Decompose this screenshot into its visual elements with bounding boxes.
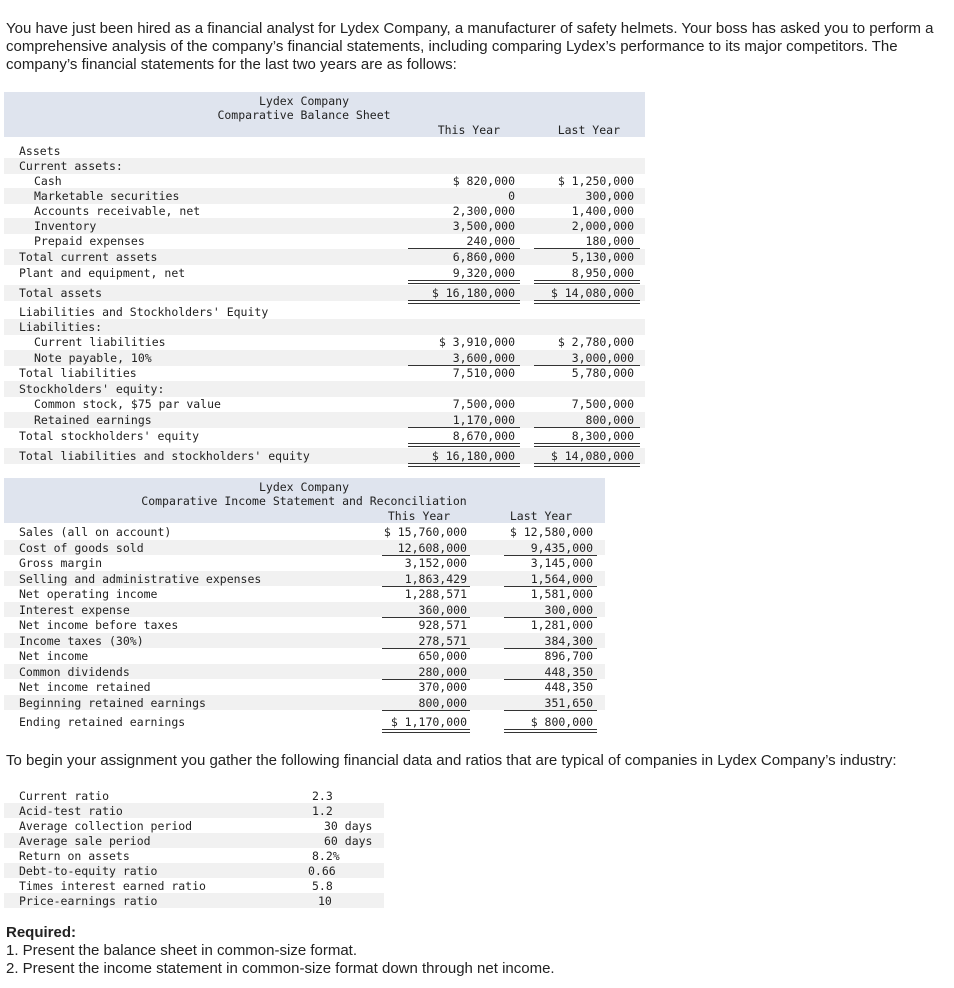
table-row-label: Net income retained (19, 680, 151, 694)
table-row-label: Gross margin (19, 556, 103, 570)
table-cell-this-year: 8,670,000 (452, 429, 515, 443)
total-top-rule (534, 446, 640, 447)
table-row-label: Total assets (19, 286, 103, 300)
table-cell-last-year: 2,000,000 (571, 219, 634, 233)
table-row-label: Total current assets (19, 250, 158, 264)
balance-sheet (4, 92, 645, 462)
table-cell-value: 10 (318, 894, 332, 908)
table-row-label: Common dividends (19, 664, 130, 679)
table-cell-this-year: $ 1,170,000 (390, 715, 467, 729)
table-row-label: Debt-to-equity ratio (19, 864, 158, 878)
table-cell-last-year: 351,650 (544, 695, 593, 710)
table-row-label: Inventory (34, 219, 97, 233)
double-underline-rule (534, 300, 640, 304)
table-row-label: Beginning retained earnings (19, 695, 206, 710)
double-underline-rule (408, 300, 520, 304)
table-cell-this-year: 3,600,000 (452, 351, 515, 365)
underline-rule (408, 427, 520, 428)
table-cell-this-year: $ 15,760,000 (383, 525, 467, 539)
table-cell-last-year: 448,350 (544, 664, 593, 679)
double-underline-rule (534, 463, 640, 467)
table-row-label: Total stockholders' equity (19, 429, 200, 443)
table-row-label: Net income before taxes (19, 618, 179, 632)
underline-rule (534, 427, 640, 428)
table-row-label: Accounts receivable, net (34, 204, 201, 218)
total-top-rule (408, 283, 520, 284)
table-cell-last-year: $ 14,080,000 (550, 286, 634, 300)
underline-rule (382, 710, 470, 711)
table-cell-this-year: $ 3,910,000 (438, 335, 515, 349)
table-cell-last-year: 180,000 (585, 234, 634, 248)
table-cell-this-year: 6,860,000 (452, 250, 515, 264)
table-cell-last-year: 7,500,000 (571, 397, 634, 411)
industry-ratios-table (4, 786, 384, 910)
intro-paragraph: You have just been hired as a financial analyst for Lydex Company, a manufacturer of safety helmets. Your boss has asked you to perform a comprehensive analysis of the company’s financial statements, including comparing Lydex’s performance to its major competitors. The company’s financial statements for the last two years are as follows: (6, 20, 934, 73)
underline-rule (534, 443, 640, 444)
balance-sheet-col-this-year: This Year (437, 123, 500, 137)
table-row-label: Times interest earned ratio (19, 879, 206, 893)
table-cell-last-year: 800,000 (585, 413, 634, 427)
required-item: 2. Present the income statement in common-size format down through net income. (6, 960, 555, 977)
table-cell-this-year: 370,000 (418, 680, 467, 694)
table-row-label: Cost of goods sold (19, 540, 144, 555)
table-cell-this-year: 240,000 (466, 234, 515, 248)
table-row-label: Liabilities and Stockholders' Equity (19, 305, 269, 319)
required-item: 1. Present the balance sheet in common-size format. (6, 942, 358, 959)
table-cell-this-year: $ 16,180,000 (431, 449, 515, 463)
table-cell-this-year: 0 (508, 189, 515, 203)
table-row-label: Return on assets (19, 849, 130, 863)
table-row-label: Plant and equipment, net (19, 266, 186, 280)
table-cell-value: 1.2 (312, 804, 333, 818)
underline-rule (408, 443, 520, 444)
double-underline-rule (504, 729, 597, 733)
table-cell-last-year: 3,145,000 (530, 556, 593, 570)
industry-intro: To begin your assignment you gather the following financial data and ratios that are typical of companies in Lydex Company’s industry: (6, 752, 897, 769)
table-cell-last-year: 8,300,000 (571, 429, 634, 443)
balance-sheet-col-last-year: Last Year (557, 123, 620, 137)
table-cell-value: 8.2% (312, 849, 340, 863)
table-row-label: Stockholders' equity: (19, 382, 165, 396)
table-cell-last-year: 300,000 (585, 189, 634, 203)
table-row-label: Common stock, $75 par value (34, 397, 221, 411)
table-row-label: Current liabilities (34, 335, 166, 349)
table-row-label: Marketable securities (34, 189, 180, 203)
table-cell-last-year: 9,435,000 (530, 540, 593, 555)
table-cell-last-year: $ 14,080,000 (550, 449, 634, 463)
table-cell-this-year: 7,500,000 (452, 397, 515, 411)
required-section (6, 924, 555, 978)
table-cell-last-year: $ 12,580,000 (509, 525, 593, 539)
income-statement-col-this-year: This Year (387, 509, 451, 523)
table-cell-last-year: 1,564,000 (530, 571, 593, 586)
underline-rule (408, 280, 520, 281)
double-underline-rule (408, 463, 520, 467)
balance-sheet-subtitle: Comparative Balance Sheet (217, 108, 391, 122)
table-cell-this-year: 650,000 (418, 649, 467, 663)
table-cell-this-year: 1,863,429 (404, 571, 467, 586)
total-top-rule (408, 446, 520, 447)
table-row-label: Assets (19, 144, 61, 158)
table-row-label: Prepaid expenses (34, 234, 145, 248)
table-cell-last-year: 448,350 (544, 680, 593, 694)
table-cell-last-year: 3,000,000 (571, 351, 634, 365)
table-cell-this-year: 12,608,000 (397, 540, 467, 555)
table-cell-last-year: 300,000 (544, 602, 593, 617)
table-cell-this-year: 360,000 (418, 602, 467, 617)
balance-sheet-title: Lydex Company (258, 94, 349, 108)
table-cell-last-year: 1,400,000 (571, 204, 634, 218)
table-cell-this-year: 2,300,000 (452, 204, 515, 218)
income-statement (4, 478, 605, 734)
table-row-label: Average collection period (19, 819, 193, 833)
table-cell-last-year: $ 800,000 (530, 715, 593, 729)
table-cell-last-year: 1,281,000 (530, 618, 593, 632)
table-row-label: Selling and administrative expenses (19, 571, 262, 586)
table-row-label: Liabilities: (19, 320, 103, 334)
table-cell-this-year: 9,320,000 (452, 266, 515, 280)
table-row-label: Note payable, 10% (34, 351, 152, 365)
underline-rule (534, 280, 640, 281)
total-top-rule (534, 283, 640, 284)
income-statement-subtitle: Comparative Income Statement and Reconciliation (141, 494, 467, 508)
table-cell-this-year: $ 820,000 (452, 174, 515, 188)
table-cell-last-year: 896,700 (544, 649, 593, 663)
table-row-label: Total liabilities (19, 366, 137, 380)
table-cell-value: 0.66 (308, 864, 336, 878)
table-cell-last-year: 8,950,000 (571, 266, 634, 280)
table-row-label: Total liabilities and stockholders' equity (19, 449, 310, 463)
table-cell-this-year: 280,000 (418, 664, 467, 679)
table-row-label: Price-earnings ratio (19, 894, 158, 908)
double-underline-rule (382, 729, 470, 733)
table-cell-last-year: 5,130,000 (571, 250, 634, 264)
table-cell-this-year: 278,571 (418, 633, 467, 648)
table-cell-this-year: 1,288,571 (404, 587, 467, 601)
table-row-label: Retained earnings (34, 413, 152, 427)
table-cell-this-year: 928,571 (418, 618, 467, 632)
table-cell-value: 60 days (324, 834, 373, 848)
table-cell-value: 2.3 (312, 789, 333, 803)
table-cell-last-year: $ 1,250,000 (557, 174, 634, 188)
table-row-label: Acid-test ratio (19, 804, 123, 818)
table-cell-value: 5.8 (312, 879, 333, 893)
underline-rule (504, 710, 597, 711)
table-cell-this-year: 3,500,000 (452, 219, 515, 233)
table-cell-last-year: 5,780,000 (571, 366, 634, 380)
table-row-label: Net income (19, 649, 89, 663)
required-heading: Required: (6, 924, 77, 941)
table-cell-last-year: 1,581,000 (530, 587, 593, 601)
income-statement-col-last-year: Last Year (509, 509, 573, 523)
table-cell-last-year: $ 2,780,000 (557, 335, 634, 349)
table-row-label: Ending retained earnings (19, 715, 186, 729)
table-cell-this-year: 7,510,000 (452, 366, 515, 380)
table-cell-this-year: 800,000 (418, 695, 467, 710)
table-row-label: Sales (all on account) (19, 525, 172, 539)
table-cell-last-year: 384,300 (544, 633, 593, 648)
table-row-label: Income taxes (30%) (19, 633, 144, 648)
table-cell-value: 30 days (324, 819, 373, 833)
table-row-label: Net operating income (19, 587, 158, 601)
table-row-label: Cash (34, 174, 62, 188)
table-cell-this-year: 1,170,000 (452, 413, 515, 427)
table-row-label: Average sale period (19, 834, 151, 848)
table-row-label: Current assets: (19, 159, 123, 173)
table-row-label: Interest expense (19, 602, 130, 617)
table-row-label: Current ratio (19, 789, 110, 803)
table-cell-this-year: 3,152,000 (404, 556, 467, 570)
income-statement-title: Lydex Company (258, 480, 349, 494)
table-cell-this-year: $ 16,180,000 (431, 286, 515, 300)
